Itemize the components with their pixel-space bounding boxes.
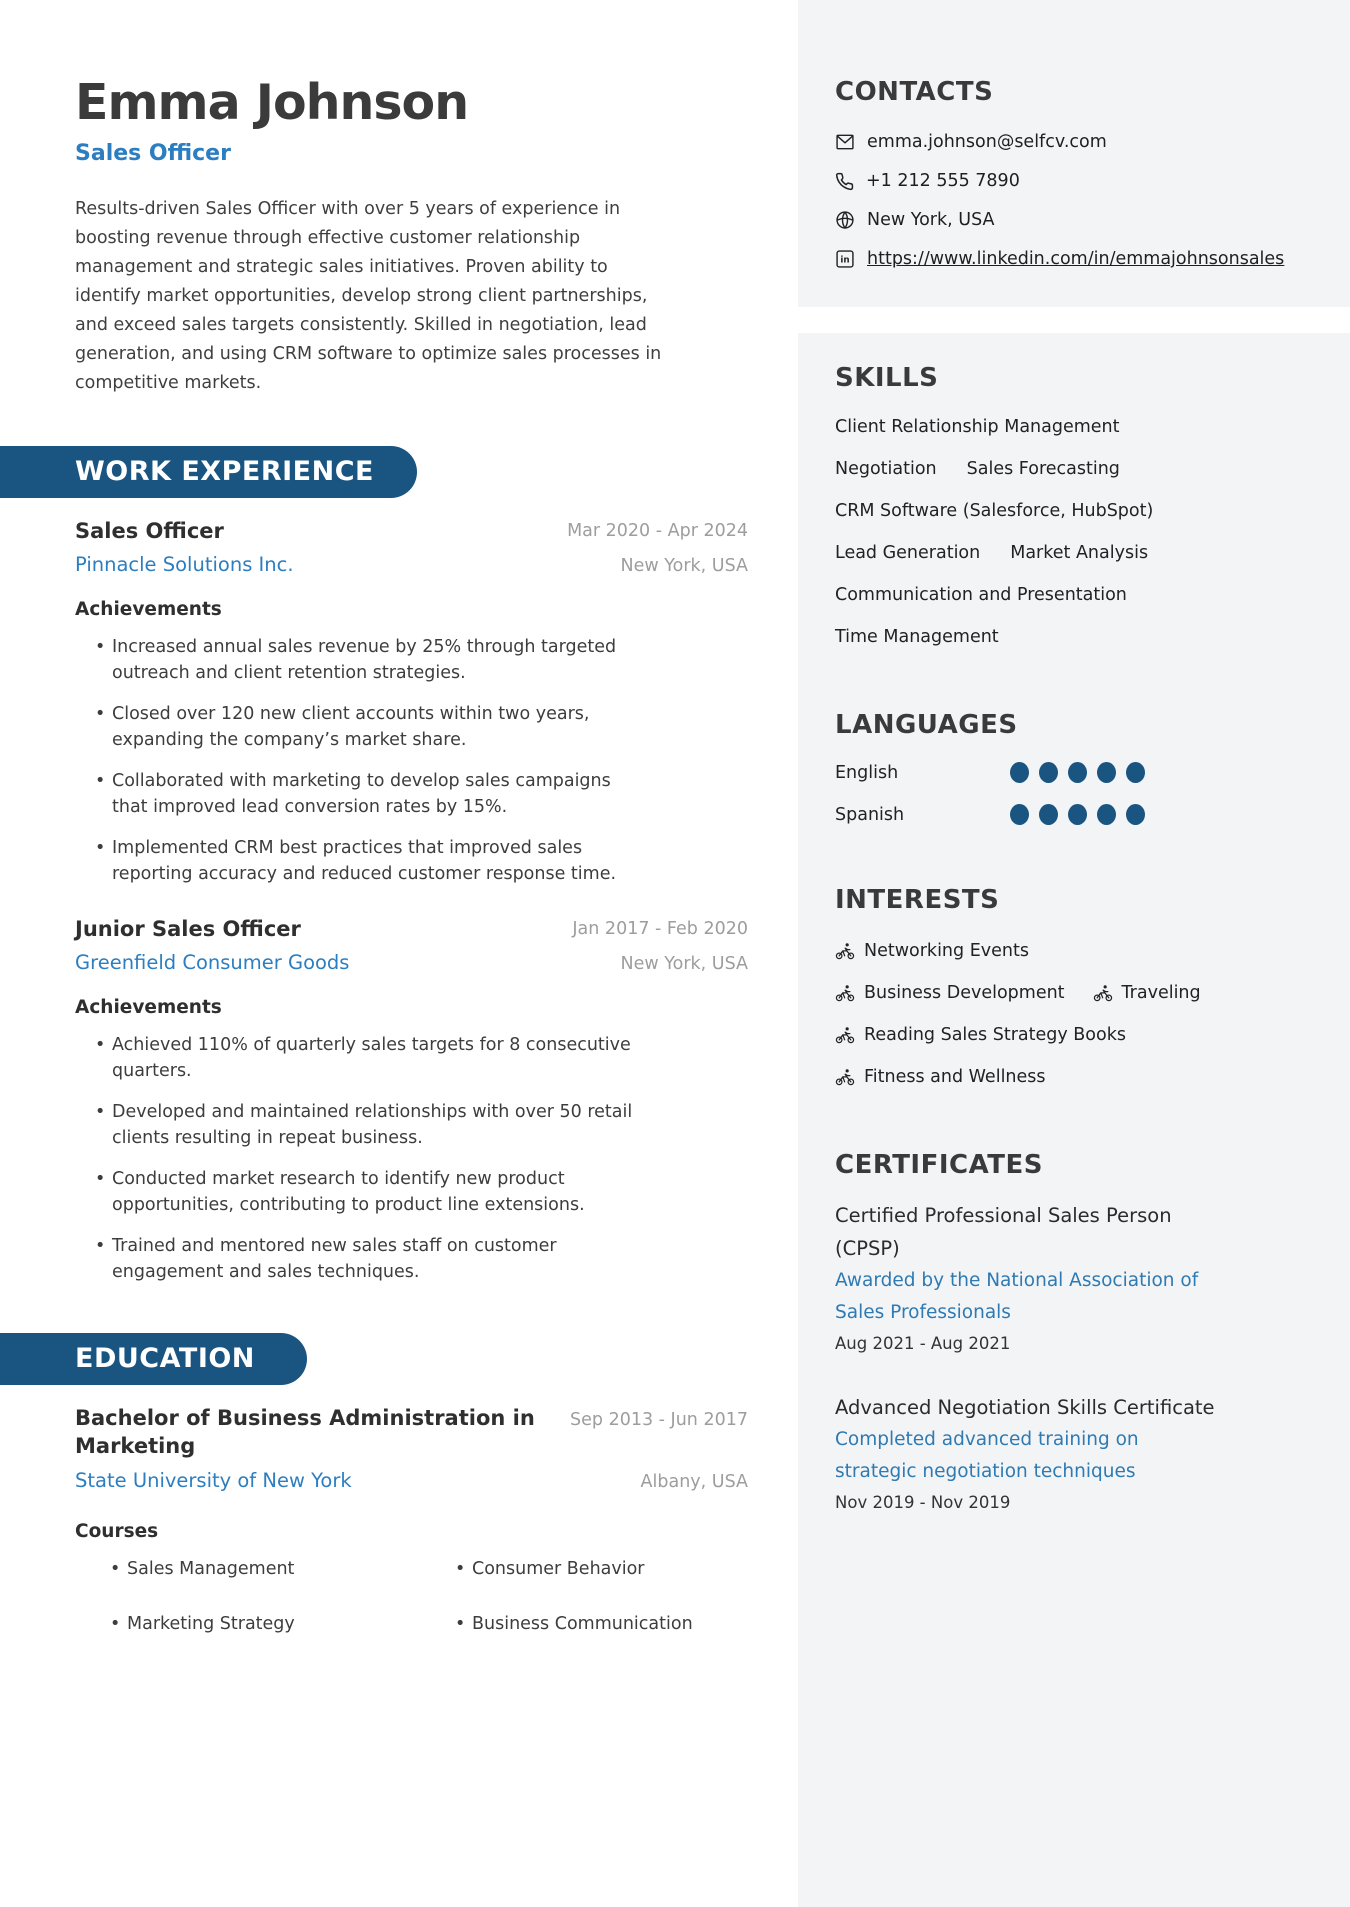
- school-name: State University of New York: [75, 1468, 352, 1492]
- interest-item: [835, 1065, 1046, 1088]
- summary-line: and exceed sales targets consistently. Skilled in negotiation, lead: [75, 314, 647, 335]
- achievement-line: that improved lead conversion rates by 15%.: [112, 796, 508, 817]
- achievement-line: outreach and client retention strategies.: [112, 662, 466, 683]
- achievement-item: [95, 1032, 748, 1084]
- skills-row: [835, 543, 1285, 565]
- achievement-line: • Conducted market research to identify new product: [112, 1168, 565, 1189]
- interest-label: Business Development: [864, 982, 1065, 1003]
- course-item: • Consumer Behavior: [455, 1558, 748, 1581]
- skill-item: Negotiation: [835, 459, 937, 479]
- achievements-list: [75, 634, 748, 887]
- certificate-title: [835, 1391, 1285, 1424]
- achievements-label: Achievements: [75, 996, 222, 1018]
- section-header-education: EDUCATION: [0, 1333, 307, 1385]
- achievement-line: engagement and sales techniques.: [112, 1261, 420, 1282]
- job-company: Greenfield Consumer Goods: [75, 950, 350, 974]
- achievement-item: [95, 634, 748, 686]
- languages-heading: LANGUAGES: [835, 710, 1018, 740]
- level-dot: [1010, 804, 1029, 825]
- contact-location-text: New York, USA: [867, 210, 995, 230]
- achievements-label: Achievements: [75, 598, 222, 620]
- summary-line: boosting revenue through effective customer relationship: [75, 227, 581, 248]
- phone-icon: [835, 172, 854, 191]
- certificates-heading: CERTIFICATES: [835, 1150, 1043, 1180]
- summary-line: generation, and using CRM software to optimize sales processes in: [75, 343, 662, 364]
- certificate-description-line: Sales Professionals: [835, 1302, 1011, 1323]
- achievement-line: • Collaborated with marketing to develop sales campaigns: [112, 770, 611, 791]
- job-dates: Jan 2017 - Feb 2020: [572, 918, 748, 939]
- job-company: Pinnacle Solutions Inc.: [75, 552, 294, 576]
- language-level-dots: [1010, 762, 1145, 783]
- language-row: [835, 803, 1285, 826]
- summary-line: management and strategic sales initiatives. Proven ability to: [75, 256, 608, 277]
- courses-list: [110, 1558, 748, 1636]
- certificate-title: [835, 1199, 1285, 1265]
- interests-list: [835, 939, 1285, 1088]
- interest-label: Fitness and Wellness: [864, 1066, 1046, 1087]
- achievement-item: [95, 1166, 748, 1218]
- section-header-work-experience: WORK EXPERIENCE: [0, 446, 417, 498]
- degree-line: Bachelor of Business Administration in: [75, 1405, 535, 1430]
- level-dot: [1126, 762, 1145, 783]
- skills-list: [835, 417, 1285, 649]
- skill-item: Market Analysis: [1010, 543, 1149, 563]
- degree-line: Marketing: [75, 1433, 196, 1458]
- certificate-entry: [835, 1391, 1285, 1514]
- person-name: Emma Johnson: [75, 74, 469, 131]
- achievement-item: [95, 1233, 748, 1285]
- achievement-item: [95, 835, 748, 887]
- language-row: [835, 761, 1285, 784]
- interest-label: Networking Events: [864, 940, 1029, 961]
- achievement-line: expanding the company’s market share.: [112, 729, 467, 750]
- email-icon: [835, 132, 855, 152]
- cyclist-icon: [835, 1025, 855, 1045]
- course-item: • Sales Management: [110, 1558, 455, 1581]
- work-entry: [75, 518, 748, 887]
- certificate-title-line: (CPSP): [835, 1237, 900, 1260]
- level-dot: [1097, 762, 1116, 783]
- course-item: • Business Communication: [455, 1613, 748, 1636]
- education-location: Albany, USA: [640, 1471, 748, 1492]
- skills-row: [835, 627, 1285, 649]
- cyclist-icon: [835, 1067, 855, 1087]
- interest-item: [835, 981, 1065, 1004]
- sidebar-contacts-panel: [798, 0, 1350, 307]
- skill-item: Sales Forecasting: [966, 459, 1120, 479]
- achievement-line: clients resulting in repeat business.: [112, 1127, 423, 1148]
- interests-row: [835, 1065, 1285, 1088]
- certificate-date: Nov 2019 - Nov 2019: [835, 1493, 1011, 1512]
- level-dot: [1068, 804, 1087, 825]
- certificate-description: [835, 1424, 1285, 1488]
- skill-item: Communication and Presentation: [835, 585, 1127, 605]
- education-dates: Sep 2013 - Jun 2017: [570, 1409, 748, 1430]
- level-dot: [1126, 804, 1145, 825]
- level-dot: [1039, 762, 1058, 783]
- certificate-description: [835, 1265, 1285, 1329]
- certificate-title-line: Certified Professional Sales Person: [835, 1204, 1172, 1227]
- skill-item: Client Relationship Management: [835, 417, 1120, 437]
- achievement-item: [95, 768, 748, 820]
- interest-item: [835, 939, 1029, 962]
- skills-row: [835, 501, 1285, 523]
- interest-label: Reading Sales Strategy Books: [864, 1024, 1126, 1045]
- linkedin-icon: [835, 249, 855, 269]
- achievement-line: • Achieved 110% of quarterly sales targets for 8 consecutive: [112, 1034, 631, 1055]
- main-column: [0, 0, 748, 1636]
- achievement-line: • Trained and mentored new sales staff on customer: [112, 1235, 557, 1256]
- interests-row: [835, 1023, 1285, 1046]
- level-dot: [1010, 762, 1029, 783]
- contact-email-text: emma.johnson@selfcv.com: [867, 132, 1107, 152]
- globe-icon: [835, 210, 855, 230]
- level-dot: [1039, 804, 1058, 825]
- skill-item: CRM Software (Salesforce, HubSpot): [835, 501, 1154, 521]
- contact-phone-text: +1 212 555 7890: [866, 171, 1020, 191]
- certificate-entry: [835, 1199, 1285, 1355]
- achievement-line: quarters.: [112, 1060, 192, 1081]
- level-dot: [1068, 762, 1087, 783]
- job-title: Junior Sales Officer: [75, 916, 301, 941]
- job-dates: Mar 2020 - Apr 2024: [567, 520, 748, 541]
- contact-linkedin-row: [835, 248, 1285, 270]
- certificate-date: Aug 2021 - Aug 2021: [835, 1334, 1011, 1353]
- sidebar-details-panel: [798, 333, 1350, 1907]
- linkedin-link[interactable]: https://www.linkedin.com/in/emmajohnsonsales: [867, 249, 1285, 269]
- cyclist-icon: [1093, 983, 1113, 1003]
- contacts-heading: CONTACTS: [835, 77, 994, 107]
- achievement-line: opportunities, contributing to product line extensions.: [112, 1194, 585, 1215]
- contact-location-row: [835, 209, 1285, 231]
- achievement-line: • Closed over 120 new client accounts within two years,: [112, 703, 590, 724]
- interests-row: [835, 939, 1285, 962]
- skills-heading: SKILLS: [835, 363, 939, 393]
- language-name: English: [835, 762, 899, 783]
- summary-paragraph: [75, 195, 748, 398]
- job-location: New York, USA: [620, 953, 748, 974]
- skill-item: Time Management: [835, 627, 999, 647]
- certificate-description-line: Completed advanced training on: [835, 1429, 1139, 1450]
- person-job-title: Sales Officer: [75, 141, 231, 167]
- interest-item: [1093, 981, 1201, 1004]
- contacts-list: [835, 131, 1285, 270]
- course-item: • Marketing Strategy: [110, 1613, 455, 1636]
- cyclist-icon: [835, 941, 855, 961]
- summary-line: Results-driven Sales Officer with over 5 years of experience in: [75, 198, 621, 219]
- language-level-dots: [1010, 804, 1145, 825]
- skills-row: [835, 417, 1285, 439]
- achievement-line: reporting accuracy and reduced customer response time.: [112, 863, 617, 884]
- achievement-line: • Increased annual sales revenue by 25% through targeted: [112, 636, 617, 657]
- education-entry: [75, 1405, 748, 1636]
- work-entry: [75, 916, 748, 1285]
- summary-line: competitive markets.: [75, 372, 262, 393]
- certificate-title-line: Advanced Negotiation Skills Certificate: [835, 1396, 1215, 1419]
- languages-list: [835, 761, 1285, 826]
- skill-item: Lead Generation: [835, 543, 981, 563]
- interests-heading: INTERESTS: [835, 885, 1000, 915]
- achievement-line: • Developed and maintained relationships with over 50 retail: [112, 1101, 633, 1122]
- certificate-description-line: strategic negotiation techniques: [835, 1461, 1136, 1482]
- interest-item: [835, 1023, 1126, 1046]
- certificate-description-line: Awarded by the National Association of: [835, 1270, 1199, 1291]
- skills-row: [835, 459, 1285, 481]
- contact-phone-row: [835, 170, 1285, 192]
- skills-row: [835, 585, 1285, 607]
- interest-label: Traveling: [1121, 982, 1201, 1003]
- achievement-item: [95, 1099, 748, 1151]
- contact-email-row: [835, 131, 1285, 153]
- job-title: Sales Officer: [75, 518, 224, 543]
- achievements-list: [75, 1032, 748, 1285]
- svg-text:in: in: [840, 255, 850, 266]
- cyclist-icon: [835, 983, 855, 1003]
- language-name: Spanish: [835, 804, 905, 825]
- achievement-line: • Implemented CRM best practices that improved sales: [112, 837, 583, 858]
- interests-row: [835, 981, 1285, 1004]
- job-location: New York, USA: [620, 555, 748, 576]
- summary-line: identify market opportunities, develop strong client partnerships,: [75, 285, 648, 306]
- courses-label: Courses: [75, 1520, 159, 1542]
- achievement-item: [95, 701, 748, 753]
- level-dot: [1097, 804, 1116, 825]
